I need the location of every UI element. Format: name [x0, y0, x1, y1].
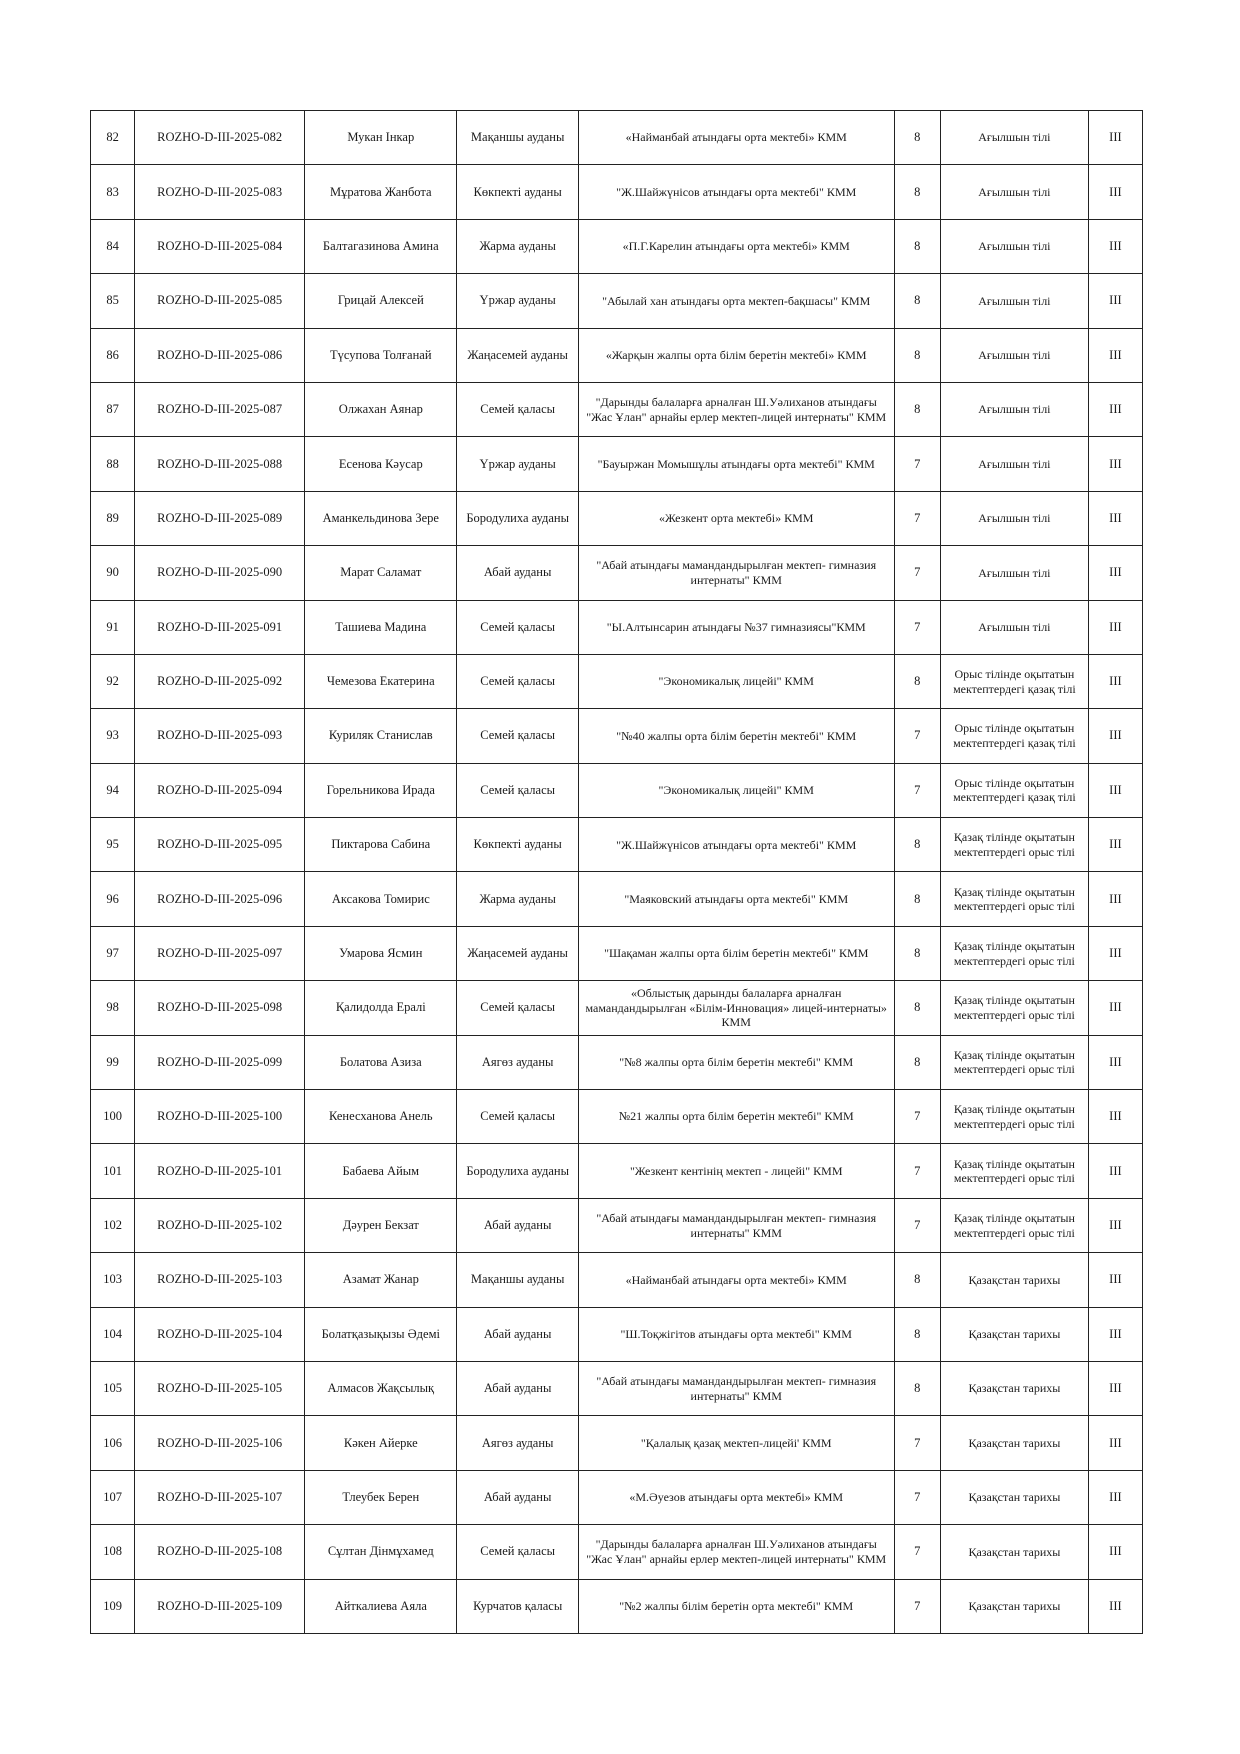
subject: Қазақстан тарихы — [940, 1307, 1088, 1361]
district: Семей қаласы — [457, 654, 578, 708]
diploma-level: III — [1088, 219, 1142, 273]
subject: Қазақстан тарихы — [940, 1579, 1088, 1633]
diploma-level: III — [1088, 165, 1142, 219]
subject: Ағылшын тілі — [940, 600, 1088, 654]
diploma-level: III — [1088, 546, 1142, 600]
table-row — [91, 981, 1143, 1035]
district: Жарма ауданы — [457, 219, 578, 273]
diploma-level: III — [1088, 1198, 1142, 1252]
row-number: 95 — [91, 818, 135, 872]
participant-name: Умарова Ясмин — [305, 926, 457, 980]
grade: 7 — [894, 1579, 940, 1633]
participant-name: Тлеубек Берен — [305, 1470, 457, 1524]
subject: Ағылшын тілі — [940, 111, 1088, 165]
table-row — [91, 111, 1143, 165]
subject: Қазақ тілінде оқытатын мектептердегі орыс тілі — [940, 1090, 1088, 1144]
row-number: 90 — [91, 546, 135, 600]
participant-code: ROZHO-D-III-2025-107 — [135, 1470, 305, 1524]
district: Аягөз ауданы — [457, 1416, 578, 1470]
district: Көкпекті ауданы — [457, 165, 578, 219]
diploma-level: III — [1088, 437, 1142, 491]
diploma-level: III — [1088, 1144, 1142, 1198]
district: Мақаншы ауданы — [457, 1253, 578, 1307]
diploma-level: III — [1088, 926, 1142, 980]
participant-code: ROZHO-D-III-2025-097 — [135, 926, 305, 980]
participant-name: Дәурен Бекзат — [305, 1198, 457, 1252]
school-name: №21 жалпы орта білім беретін мектебі" КММ — [578, 1090, 894, 1144]
participant-name: Азамат Жанар — [305, 1253, 457, 1307]
school-name: "Экономикалық лицейі" КММ — [578, 654, 894, 708]
diploma-level: III — [1088, 1416, 1142, 1470]
row-number: 83 — [91, 165, 135, 219]
table-row — [91, 491, 1143, 545]
participant-name: Қалидолда Ералі — [305, 981, 457, 1035]
district: Семей қаласы — [457, 709, 578, 763]
school-name: «Жарқын жалпы орта білім беретін мектебі» КММ — [578, 328, 894, 382]
participant-name: Ташиева Мадина — [305, 600, 457, 654]
district: Семей қаласы — [457, 763, 578, 817]
participant-code: ROZHO-D-III-2025-087 — [135, 382, 305, 436]
table-row — [91, 763, 1143, 817]
subject: Қазақ тілінде оқытатын мектептердегі орыс тілі — [940, 1198, 1088, 1252]
subject: Қазақстан тарихы — [940, 1416, 1088, 1470]
participant-code: ROZHO-D-III-2025-094 — [135, 763, 305, 817]
participant-name: Алмасов Жақсылық — [305, 1361, 457, 1415]
grade: 8 — [894, 981, 940, 1035]
grade: 8 — [894, 1307, 940, 1361]
subject: Орыс тілінде оқытатын мектептердегі қазақ тілі — [940, 654, 1088, 708]
diploma-level: III — [1088, 491, 1142, 545]
district: Жаңасемей ауданы — [457, 328, 578, 382]
participant-name: Чемезова Екатерина — [305, 654, 457, 708]
district: Бородулиха ауданы — [457, 1144, 578, 1198]
subject: Қазақ тілінде оқытатын мектептердегі орыс тілі — [940, 926, 1088, 980]
subject: Қазақстан тарихы — [940, 1525, 1088, 1579]
grade: 8 — [894, 872, 940, 926]
diploma-level: III — [1088, 274, 1142, 328]
diploma-level: III — [1088, 1307, 1142, 1361]
participant-name: Аманкельдинова Зере — [305, 491, 457, 545]
table-row — [91, 600, 1143, 654]
school-name: "Ы.Алтынсарин атындағы №37 гимназиясы"КММ — [578, 600, 894, 654]
grade: 7 — [894, 491, 940, 545]
subject: Қазақстан тарихы — [940, 1253, 1088, 1307]
district: Семей қаласы — [457, 1525, 578, 1579]
participant-name: Бабаева Айым — [305, 1144, 457, 1198]
school-name: "Шақаман жалпы орта білім беретін мектебі" КММ — [578, 926, 894, 980]
school-name: "Жезкент кентінің мектеп - лицейі" КММ — [578, 1144, 894, 1198]
grade: 7 — [894, 1525, 940, 1579]
row-number: 109 — [91, 1579, 135, 1633]
subject: Ағылшын тілі — [940, 546, 1088, 600]
participant-code: ROZHO-D-III-2025-108 — [135, 1525, 305, 1579]
participant-code: ROZHO-D-III-2025-090 — [135, 546, 305, 600]
table-row — [91, 654, 1143, 708]
participant-code: ROZHO-D-III-2025-105 — [135, 1361, 305, 1415]
school-name: «Облыстық дарынды балаларға арналған мамандандырылған «Білім-Инновация» лицей-интернаты» КММ — [578, 981, 894, 1035]
row-number: 85 — [91, 274, 135, 328]
grade: 7 — [894, 709, 940, 763]
subject: Ағылшын тілі — [940, 382, 1088, 436]
table-row — [91, 382, 1143, 436]
district: Курчатов қаласы — [457, 1579, 578, 1633]
subject: Ағылшын тілі — [940, 437, 1088, 491]
participant-name: Айткалиева Аяла — [305, 1579, 457, 1633]
district: Семей қаласы — [457, 981, 578, 1035]
row-number: 107 — [91, 1470, 135, 1524]
school-name: "Дарынды балаларға арналған Ш.Уәлиханов атындағы "Жас Ұлан" арнайы ерлер мектеп-лицей интернаты" КММ — [578, 382, 894, 436]
table-row — [91, 546, 1143, 600]
participant-name: Мукан Інкар — [305, 111, 457, 165]
row-number: 99 — [91, 1035, 135, 1089]
table-row — [91, 1470, 1143, 1524]
diploma-level: III — [1088, 1579, 1142, 1633]
participant-name: Сұлтан Дінмұхамед — [305, 1525, 457, 1579]
participant-name: Болатқазықызы Әдемі — [305, 1307, 457, 1361]
participant-code: ROZHO-D-III-2025-101 — [135, 1144, 305, 1198]
row-number: 108 — [91, 1525, 135, 1579]
grade: 8 — [894, 219, 940, 273]
school-name: «Найманбай атындағы орта мектебі» КММ — [578, 111, 894, 165]
table-row — [91, 1416, 1143, 1470]
participant-name: Аксакова Томирис — [305, 872, 457, 926]
subject: Ағылшын тілі — [940, 219, 1088, 273]
grade: 8 — [894, 1361, 940, 1415]
diploma-level: III — [1088, 1361, 1142, 1415]
row-number: 86 — [91, 328, 135, 382]
participant-code: ROZHO-D-III-2025-085 — [135, 274, 305, 328]
table-row — [91, 926, 1143, 980]
row-number: 93 — [91, 709, 135, 763]
row-number: 88 — [91, 437, 135, 491]
district: Аягөз ауданы — [457, 1035, 578, 1089]
row-number: 102 — [91, 1198, 135, 1252]
row-number: 106 — [91, 1416, 135, 1470]
diploma-level: III — [1088, 763, 1142, 817]
school-name: «П.Г.Карелин атындағы орта мектебі» КММ — [578, 219, 894, 273]
school-name: "Қалалық қазақ мектеп-лицейі' КММ — [578, 1416, 894, 1470]
row-number: 89 — [91, 491, 135, 545]
row-number: 101 — [91, 1144, 135, 1198]
participant-code: ROZHO-D-III-2025-096 — [135, 872, 305, 926]
district: Семей қаласы — [457, 600, 578, 654]
participant-name: Пиктарова Сабина — [305, 818, 457, 872]
participant-name: Болатова Азиза — [305, 1035, 457, 1089]
school-name: «Найманбай атындағы орта мектебі» КММ — [578, 1253, 894, 1307]
diploma-level: III — [1088, 981, 1142, 1035]
grade: 8 — [894, 1035, 940, 1089]
row-number: 105 — [91, 1361, 135, 1415]
district: Семей қаласы — [457, 382, 578, 436]
subject: Қазақстан тарихы — [940, 1361, 1088, 1415]
row-number: 96 — [91, 872, 135, 926]
school-name: "Маяковский атындағы орта мектебі" КММ — [578, 872, 894, 926]
grade: 8 — [894, 274, 940, 328]
district: Жарма ауданы — [457, 872, 578, 926]
table-row — [91, 1253, 1143, 1307]
grade: 8 — [894, 654, 940, 708]
table-row — [91, 437, 1143, 491]
participant-name: Марат Саламат — [305, 546, 457, 600]
grade: 8 — [894, 382, 940, 436]
diploma-level: III — [1088, 600, 1142, 654]
subject: Қазақ тілінде оқытатын мектептердегі орыс тілі — [940, 1035, 1088, 1089]
participant-name: Грицай Алексей — [305, 274, 457, 328]
school-name: "Ж.Шайжүнісов атындағы орта мектебі" КММ — [578, 165, 894, 219]
diploma-level: III — [1088, 1035, 1142, 1089]
row-number: 91 — [91, 600, 135, 654]
row-number: 82 — [91, 111, 135, 165]
grade: 7 — [894, 1090, 940, 1144]
diploma-level: III — [1088, 382, 1142, 436]
participant-name: Олжахан Аянар — [305, 382, 457, 436]
grade: 7 — [894, 1198, 940, 1252]
table-row — [91, 1144, 1143, 1198]
school-name: "Абай атындағы мамандандырылған мектеп- гимназия интернаты" КММ — [578, 1361, 894, 1415]
table-row — [91, 1090, 1143, 1144]
participant-code: ROZHO-D-III-2025-091 — [135, 600, 305, 654]
subject: Орыс тілінде оқытатын мектептердегі қазақ тілі — [940, 709, 1088, 763]
row-number: 103 — [91, 1253, 135, 1307]
participant-code: ROZHO-D-III-2025-093 — [135, 709, 305, 763]
school-name: "№40 жалпы орта білім беретін мектебі" КММ — [578, 709, 894, 763]
table-row — [91, 872, 1143, 926]
grade: 7 — [894, 1144, 940, 1198]
participants-table — [90, 110, 1143, 1634]
subject: Қазақ тілінде оқытатын мектептердегі орыс тілі — [940, 818, 1088, 872]
subject: Қазақ тілінде оқытатын мектептердегі орыс тілі — [940, 981, 1088, 1035]
table-row — [91, 274, 1143, 328]
grade: 7 — [894, 546, 940, 600]
district: Абай ауданы — [457, 1470, 578, 1524]
diploma-level: III — [1088, 111, 1142, 165]
table-row — [91, 709, 1143, 763]
participant-name: Куриляк Станислав — [305, 709, 457, 763]
school-name: "Абай атындағы мамандандырылған мектеп- гимназия интернаты" КММ — [578, 1198, 894, 1252]
district: Үржар ауданы — [457, 437, 578, 491]
participant-code: ROZHO-D-III-2025-083 — [135, 165, 305, 219]
row-number: 104 — [91, 1307, 135, 1361]
participant-name: Есенова Кәусар — [305, 437, 457, 491]
participant-code: ROZHO-D-III-2025-092 — [135, 654, 305, 708]
district: Абай ауданы — [457, 546, 578, 600]
school-name: "Экономикалық лицейі" КММ — [578, 763, 894, 817]
district: Абай ауданы — [457, 1307, 578, 1361]
school-name: "Бауыржан Момышұлы атындағы орта мектебі" КММ — [578, 437, 894, 491]
grade: 7 — [894, 1470, 940, 1524]
subject: Ағылшын тілі — [940, 491, 1088, 545]
diploma-level: III — [1088, 872, 1142, 926]
participant-code: ROZHO-D-III-2025-089 — [135, 491, 305, 545]
participant-code: ROZHO-D-III-2025-082 — [135, 111, 305, 165]
school-name: «Жезкент орта мектебі» КММ — [578, 491, 894, 545]
school-name: «М.Әуезов атындағы орта мектебі» КММ — [578, 1470, 894, 1524]
row-number: 92 — [91, 654, 135, 708]
table-row — [91, 1198, 1143, 1252]
subject: Ағылшын тілі — [940, 165, 1088, 219]
participant-code: ROZHO-D-III-2025-100 — [135, 1090, 305, 1144]
district: Жаңасемей ауданы — [457, 926, 578, 980]
school-name: "Ж.Шайжүнісов атындағы орта мектебі" КММ — [578, 818, 894, 872]
participant-code: ROZHO-D-III-2025-095 — [135, 818, 305, 872]
subject: Қазақстан тарихы — [940, 1470, 1088, 1524]
participant-code: ROZHO-D-III-2025-102 — [135, 1198, 305, 1252]
participant-code: ROZHO-D-III-2025-088 — [135, 437, 305, 491]
participant-code: ROZHO-D-III-2025-099 — [135, 1035, 305, 1089]
table-row — [91, 818, 1143, 872]
row-number: 98 — [91, 981, 135, 1035]
grade: 7 — [894, 1416, 940, 1470]
table-row — [91, 1361, 1143, 1415]
participant-name: Түсупова Толғанай — [305, 328, 457, 382]
participants-table-body — [91, 111, 1143, 1634]
row-number: 87 — [91, 382, 135, 436]
subject: Қазақ тілінде оқытатын мектептердегі орыс тілі — [940, 1144, 1088, 1198]
participant-name: Кенесханова Анель — [305, 1090, 457, 1144]
diploma-level: III — [1088, 654, 1142, 708]
participant-code: ROZHO-D-III-2025-086 — [135, 328, 305, 382]
table-row — [91, 1579, 1143, 1633]
grade: 7 — [894, 437, 940, 491]
district: Семей қаласы — [457, 1090, 578, 1144]
grade: 8 — [894, 328, 940, 382]
school-name: "Абылай хан атындағы орта мектеп-бақшасы" КММ — [578, 274, 894, 328]
grade: 8 — [894, 165, 940, 219]
table-row — [91, 1525, 1143, 1579]
school-name: "№8 жалпы орта білім беретін мектебі" КММ — [578, 1035, 894, 1089]
participant-name: Мұратова Жанбота — [305, 165, 457, 219]
participant-code: ROZHO-D-III-2025-098 — [135, 981, 305, 1035]
grade: 7 — [894, 763, 940, 817]
table-row — [91, 165, 1143, 219]
table-row — [91, 1307, 1143, 1361]
school-name: "Ш.Тоқжігітов атындағы орта мектебі" КММ — [578, 1307, 894, 1361]
grade: 8 — [894, 818, 940, 872]
diploma-level: III — [1088, 1090, 1142, 1144]
participant-name: Горельникова Ирада — [305, 763, 457, 817]
district: Мақаншы ауданы — [457, 111, 578, 165]
diploma-level: III — [1088, 1470, 1142, 1524]
participant-code: ROZHO-D-III-2025-106 — [135, 1416, 305, 1470]
diploma-level: III — [1088, 1253, 1142, 1307]
diploma-level: III — [1088, 818, 1142, 872]
row-number: 84 — [91, 219, 135, 273]
grade: 8 — [894, 1253, 940, 1307]
subject: Қазақ тілінде оқытатын мектептердегі орыс тілі — [940, 872, 1088, 926]
district: Абай ауданы — [457, 1198, 578, 1252]
participant-name: Кәкен Айерке — [305, 1416, 457, 1470]
participant-name: Балтагазинова Амина — [305, 219, 457, 273]
participant-code: ROZHO-D-III-2025-084 — [135, 219, 305, 273]
district: Көкпекті ауданы — [457, 818, 578, 872]
participant-code: ROZHO-D-III-2025-104 — [135, 1307, 305, 1361]
participant-code: ROZHO-D-III-2025-109 — [135, 1579, 305, 1633]
table-row — [91, 219, 1143, 273]
school-name: "№2 жалпы білім беретін орта мектебі" КММ — [578, 1579, 894, 1633]
school-name: "Дарынды балаларға арналған Ш.Уәлиханов атындағы "Жас Ұлан" арнайы ерлер мектеп-лицей интернаты" КММ — [578, 1525, 894, 1579]
district: Бородулиха ауданы — [457, 491, 578, 545]
table-row — [91, 328, 1143, 382]
district: Үржар ауданы — [457, 274, 578, 328]
diploma-level: III — [1088, 709, 1142, 763]
school-name: "Абай атындағы мамандандырылған мектеп- гимназия интернаты" КММ — [578, 546, 894, 600]
diploma-level: III — [1088, 1525, 1142, 1579]
subject: Ағылшын тілі — [940, 328, 1088, 382]
grade: 8 — [894, 926, 940, 980]
row-number: 94 — [91, 763, 135, 817]
grade: 8 — [894, 111, 940, 165]
table-row — [91, 1035, 1143, 1089]
row-number: 97 — [91, 926, 135, 980]
row-number: 100 — [91, 1090, 135, 1144]
participant-code: ROZHO-D-III-2025-103 — [135, 1253, 305, 1307]
diploma-level: III — [1088, 328, 1142, 382]
subject: Орыс тілінде оқытатын мектептердегі қазақ тілі — [940, 763, 1088, 817]
district: Абай ауданы — [457, 1361, 578, 1415]
subject: Ағылшын тілі — [940, 274, 1088, 328]
grade: 7 — [894, 600, 940, 654]
